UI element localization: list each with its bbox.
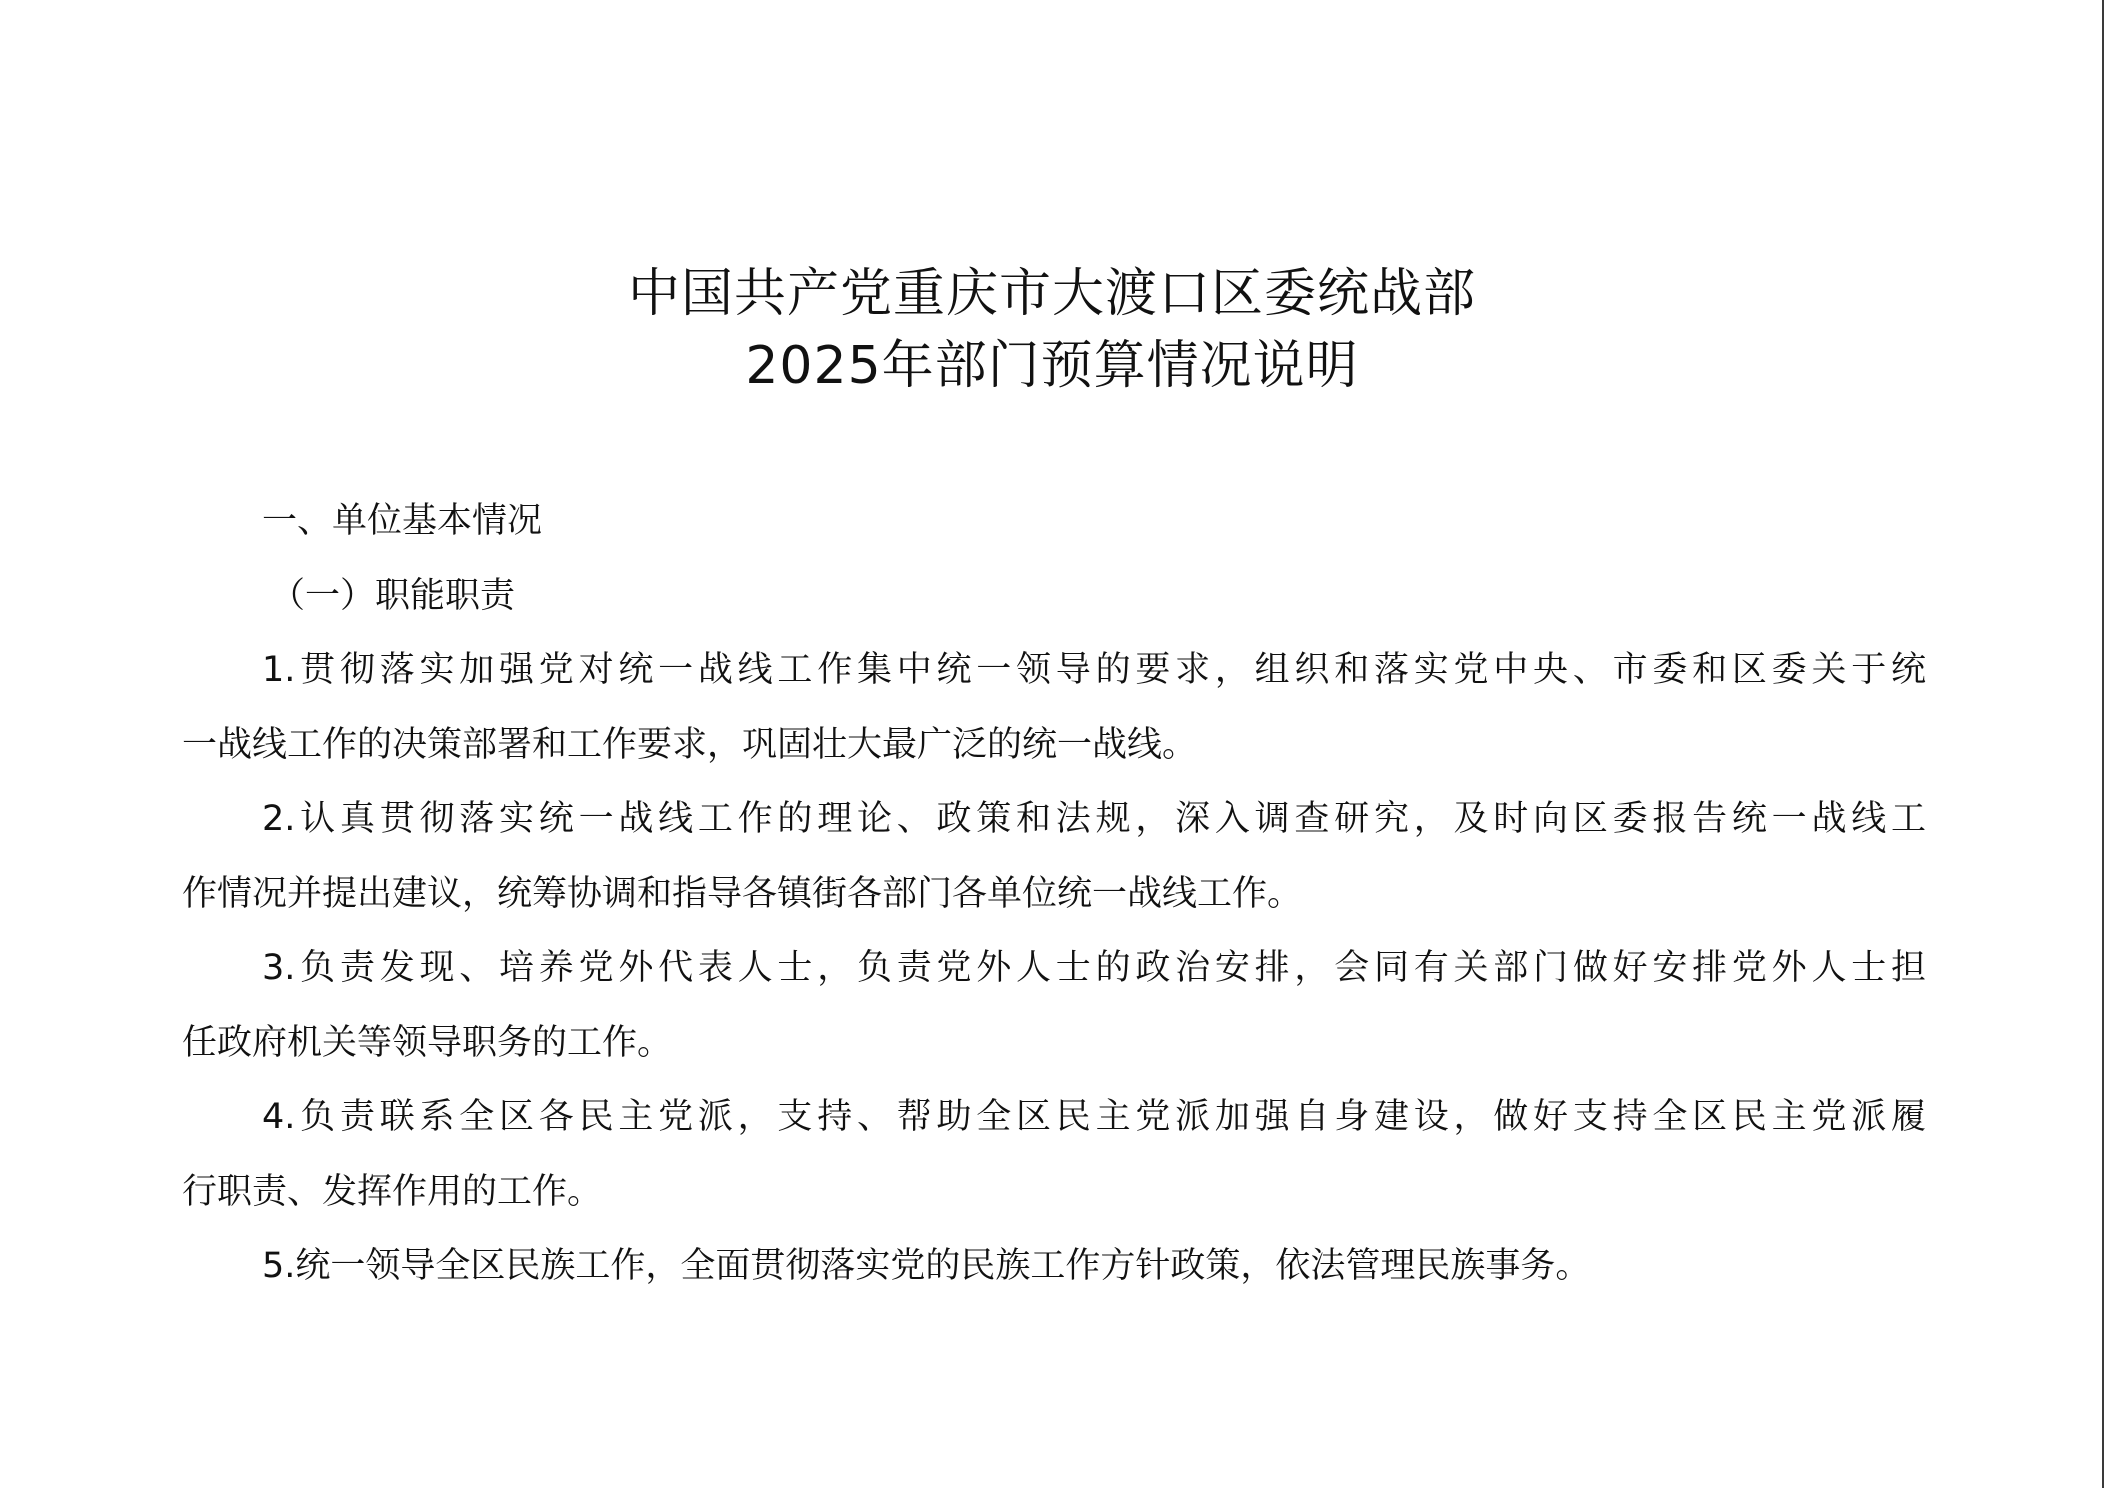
section-heading: 一、单位基本情况	[262, 501, 543, 541]
item-4-line-1	[182, 1080, 1926, 1155]
item-4-number: 4.	[262, 1097, 296, 1137]
title-line-2: 2025年部门预算情况说明	[745, 336, 1359, 396]
item-5-text: 统一领导全区民族工作，全面贯彻落实党的民族工作方针政策，依法管理民族事务。	[295, 1246, 1591, 1286]
item-2-line-1	[182, 782, 1926, 857]
item-3-line-2: 任政府机关等领导职务的工作。	[182, 1022, 673, 1063]
item-2-text: 认真贯彻落实统一战线工作的理论、政策和法规，深入调查研究，及时向区委报告统一战线工	[295, 799, 1926, 839]
item-1-text: 贯彻落实加强党对统一战线工作集中统一领导的要求，组织和落实党中央、市委和区委关于统	[295, 650, 1926, 690]
title-line-1: 中国共产党重庆市大渡口区委统战部	[627, 264, 1476, 324]
item-1-number: 1.	[262, 650, 296, 690]
item-5-line-1	[182, 1229, 1926, 1304]
item-1-line-2: 一战线工作的决策部署和工作要求，巩固壮大最广泛的统一战线。	[182, 724, 1198, 765]
item-4-line-2: 行职责、发挥作用的工作。	[182, 1171, 603, 1212]
item-2-number: 2.	[262, 799, 296, 839]
item-3-line-1	[182, 931, 1926, 1006]
item-2-line-2: 作情况并提出建议，统筹协调和指导各镇街各部门各单位统一战线工作。	[182, 873, 1303, 914]
document-body	[182, 484, 1926, 1304]
item-1-line-1	[182, 633, 1926, 708]
item-5-number: 5.	[262, 1246, 296, 1286]
item-3-text: 负责发现、培养党外代表人士，负责党外人士的政治安排，会同有关部门做好安排党外人士担	[295, 948, 1926, 988]
item-4-text: 负责联系全区各民主党派，支持、帮助全区民主党派加强自身建设，做好支持全区民主党派履	[295, 1097, 1926, 1137]
document-title	[0, 258, 2104, 402]
item-3-number: 3.	[262, 948, 296, 988]
subsection-heading: （一）职能职责	[270, 575, 516, 616]
